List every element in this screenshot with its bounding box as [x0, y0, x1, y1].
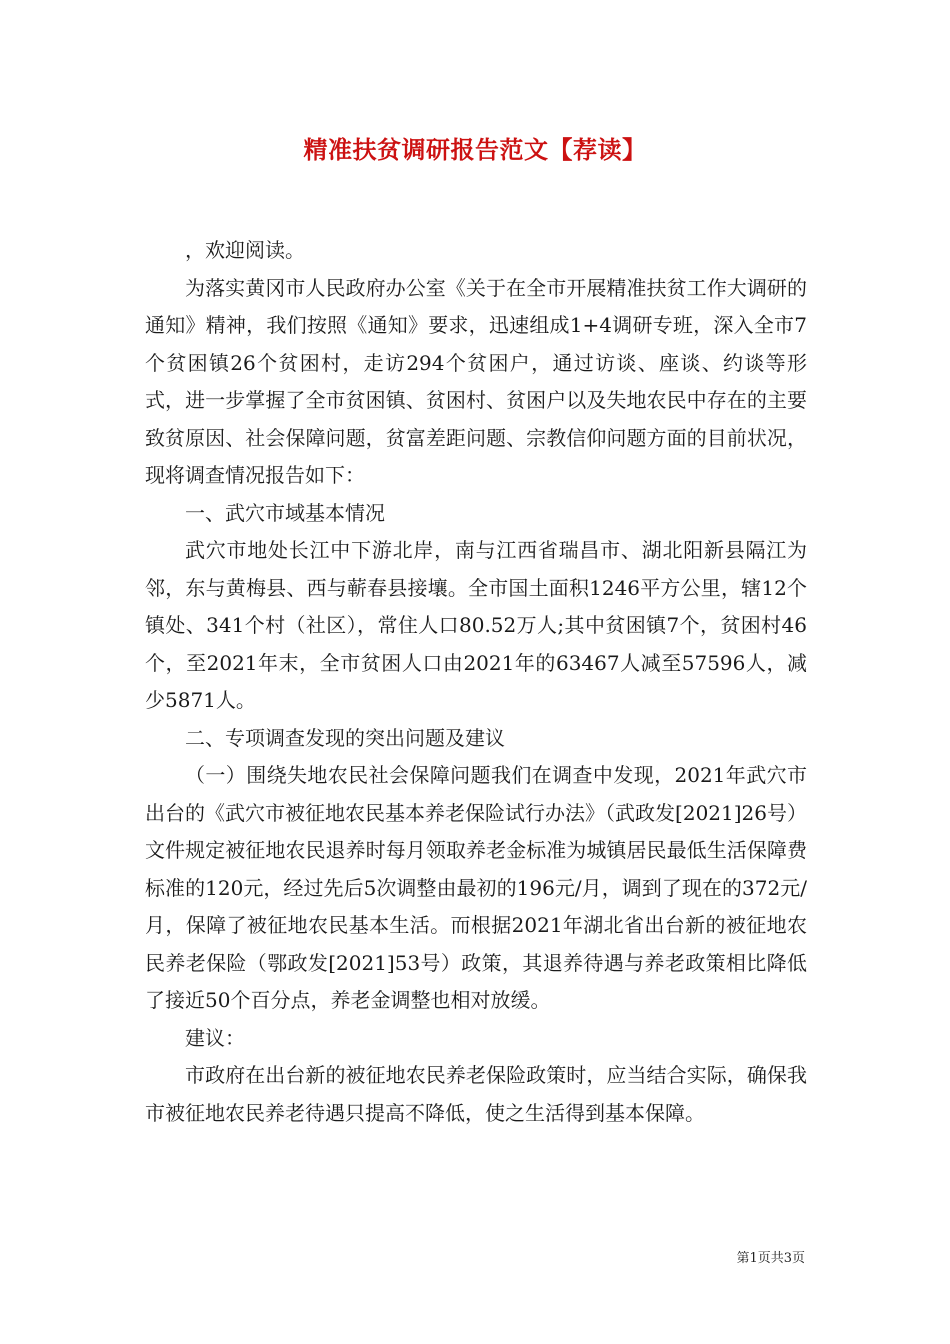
page-number: 第1页共3页	[736, 1251, 805, 1266]
document-body	[145, 232, 807, 1132]
paragraph-suggestion: 市政府在出台新的被征地农民养老保险政策时，应当结合实际，确保我市被征地农民养老待遇只提高不降低，使之生活得到基本保障。	[145, 1063, 807, 1125]
document-title: 精准扶贫调研报告范文【荐读】	[303, 135, 647, 164]
section-heading-2: 二、专项调查发现的突出问题及建议	[185, 725, 505, 750]
paragraph-city-overview: 武穴市地处长江中下游北岸，南与江西省瑞昌市、湖北阳新县隔江为邻，东与黄梅县、西与蕲春县接壤。全市国土面积1246平方公里，辖12个镇处、341个村（社区），常住人口80.52万人;其中贫困镇7个，贫困村46个，至2021年末，全市贫困人口由2021年的63467人减至57596人，减少5871人。	[145, 538, 807, 712]
section-heading-1: 一、武穴市域基本情况	[185, 500, 385, 525]
intro-paragraph: ，欢迎阅读。	[185, 238, 305, 262]
paragraph-background: 为落实黄冈市人民政府办公室《关于在全市开展精准扶贫工作大调研的通知》精神，我们按照《通知》要求，迅速组成1+4调研专班，深入全市7个贫困镇26个贫困村，走访294个贫困户，通过访谈、座谈、约谈等形式，进一步掌握了全市贫困镇、贫困村、贫困户以及失地农民中存在的主要致贫原因、社会保障问题，贫富差距问题、宗教信仰问题方面的目前状况，现将调查情况报告如下：	[145, 275, 807, 487]
suggestion-label: 建议：	[185, 1025, 245, 1050]
paragraph-social-security: （一）围绕失地农民社会保障问题我们在调查中发现，2021年武穴市出台的《武穴市被征地农民基本养老保险试行办法》（武政发[2021]26号）文件规定被征地农民退养时每月领取养老金标准为城镇居民最低生活保障费标准的120元，经过先后5次调整由最初的196元/月，调到了现在的372元/月，保障了被征地农民基本生活。而根据2021年湖北省出台新的被征地农民养老保险（鄂政发[2021]53号）政策，其退养待遇与养老政策相比降低了接近50个百分点，养老金调整也相对放缓。	[145, 763, 807, 1012]
